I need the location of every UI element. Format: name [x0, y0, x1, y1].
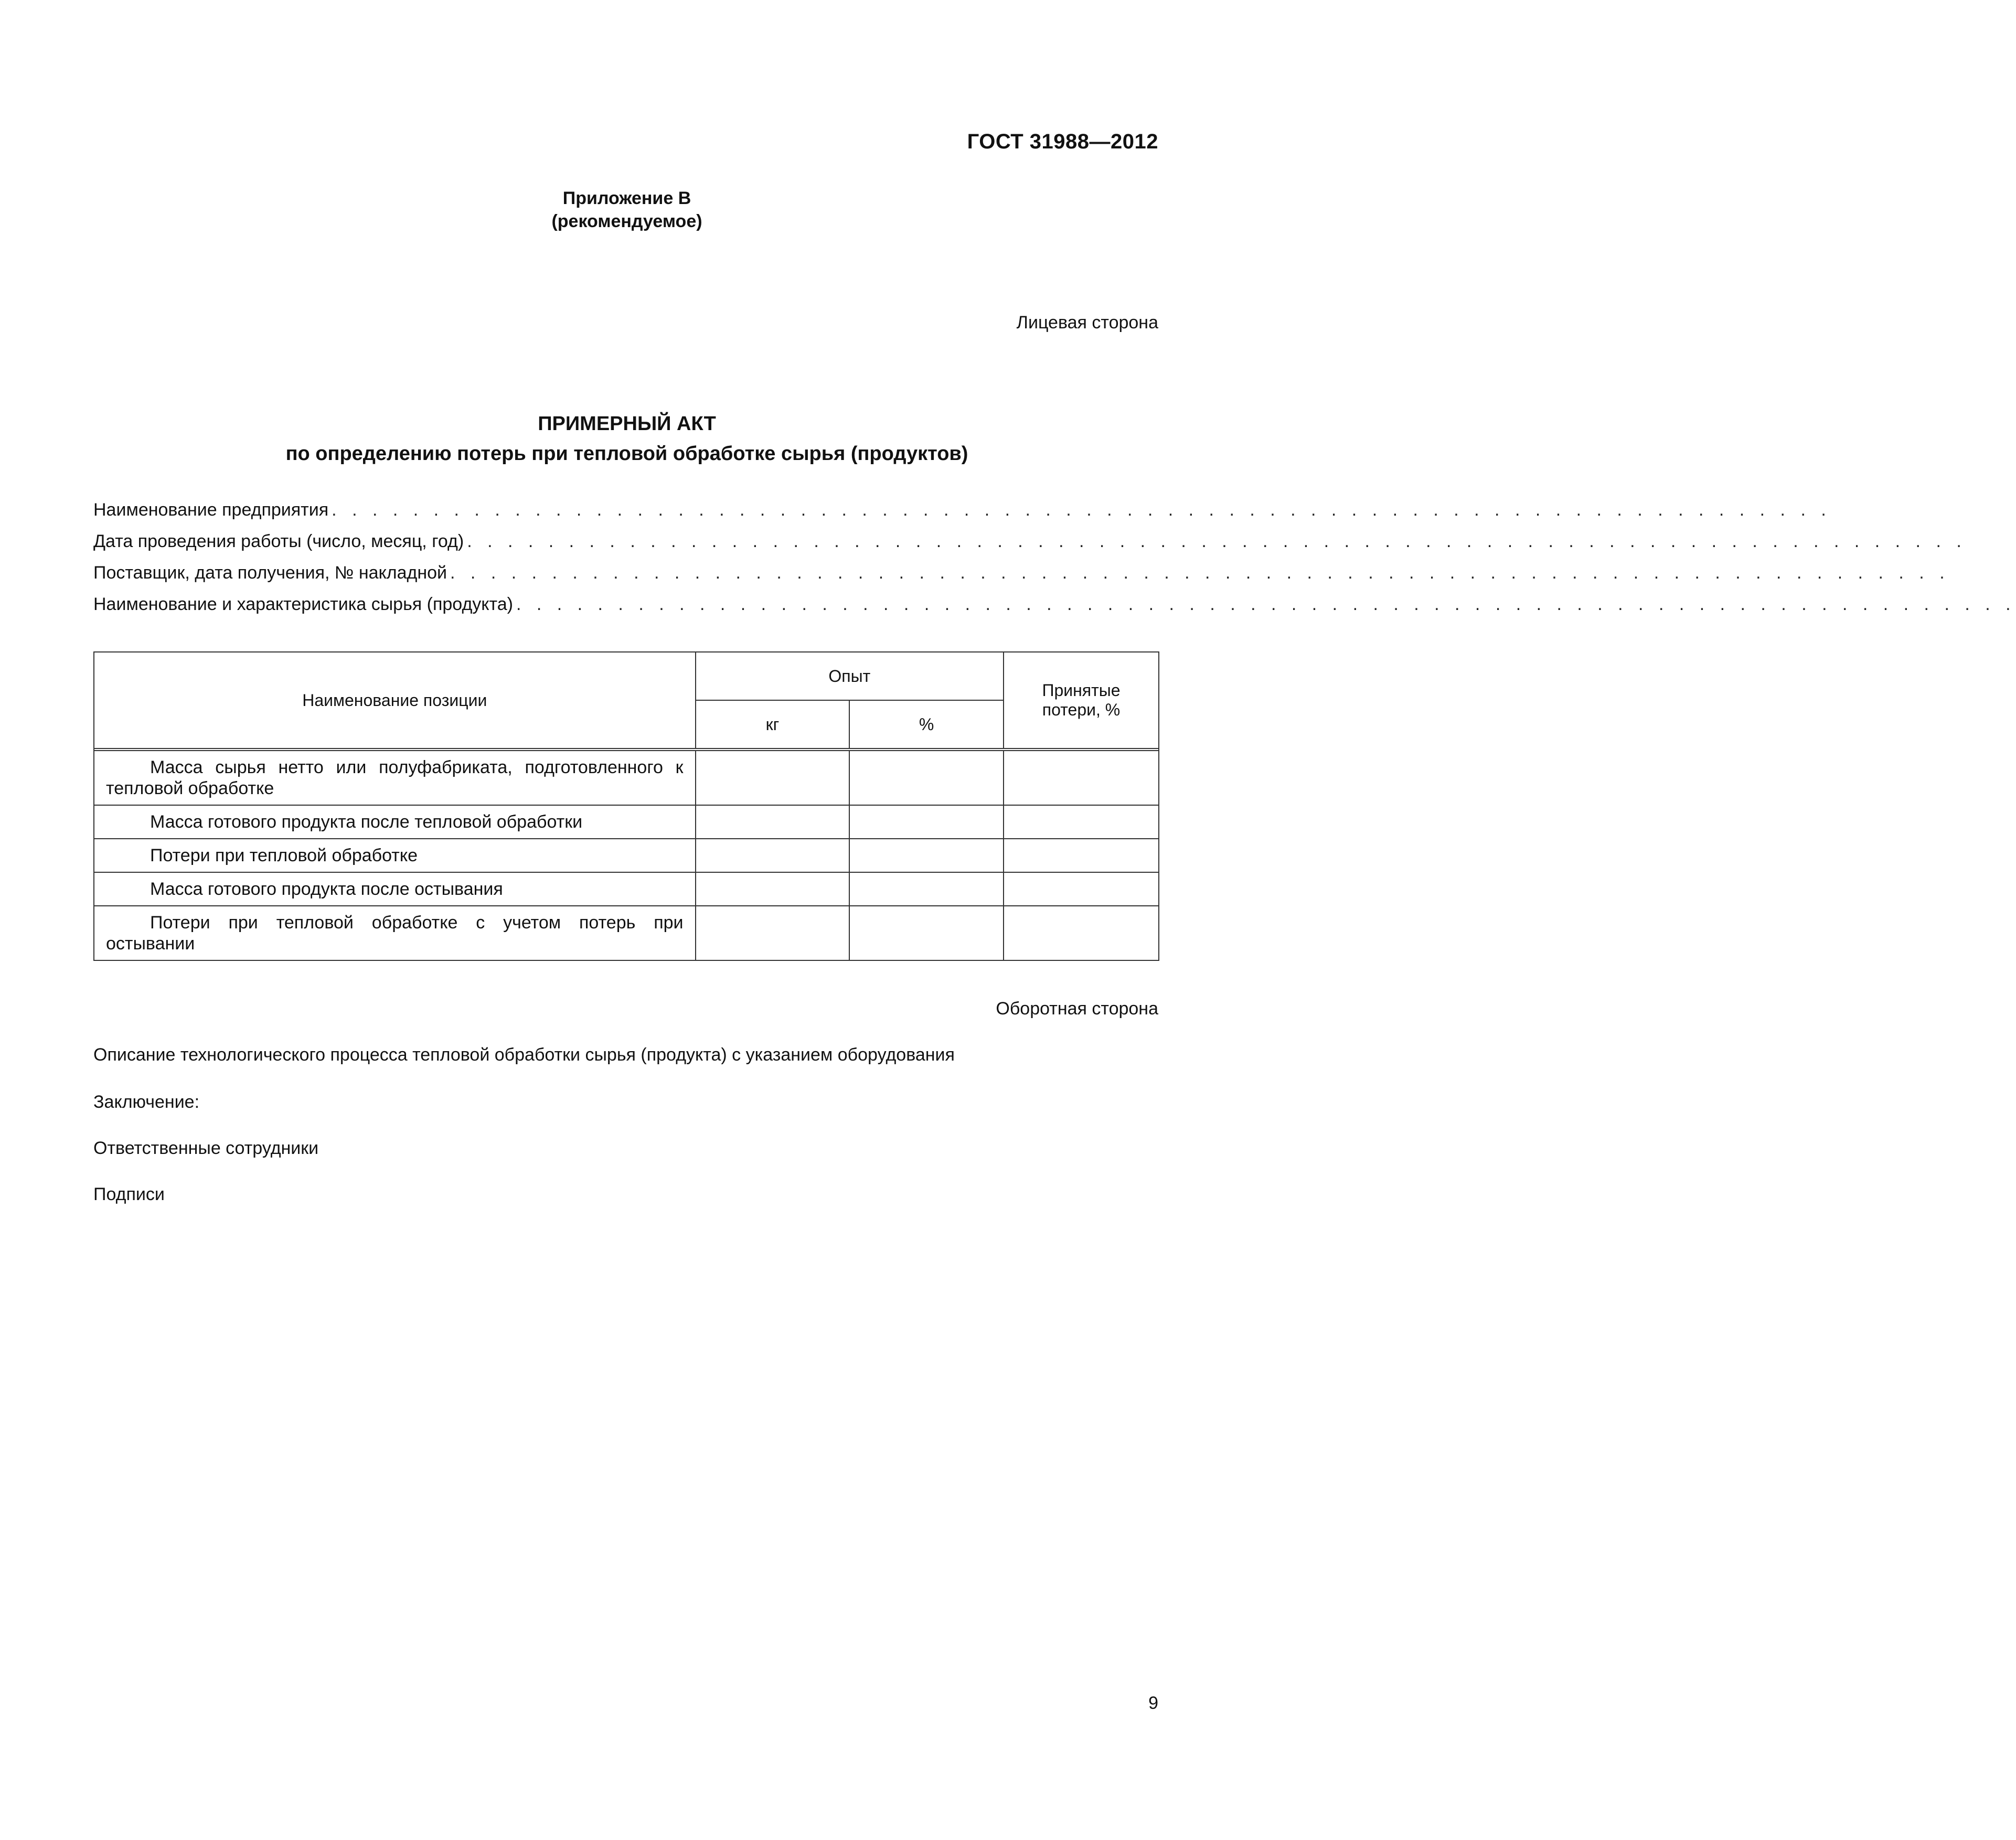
- cell-accepted: [1004, 906, 1159, 960]
- cell-percent: [849, 805, 1004, 839]
- cell-kg: [696, 805, 850, 839]
- header-position-name: Наименование позиции: [94, 652, 696, 748]
- form-fields: [93, 494, 2016, 620]
- front-side-label: Лицевая сторона: [1016, 313, 1158, 333]
- annex-title: Приложение В: [562, 188, 691, 208]
- cell-percent: [849, 906, 1004, 960]
- act-title: ПРИМЕРНЫЙ АКТ: [538, 413, 716, 435]
- row-name: Масса готового продукта после остывания: [94, 872, 696, 906]
- row-name: Потери при тепловой обработке с учетом потерь при остывании: [94, 906, 696, 960]
- back-side-label: Оборотная сторона: [996, 999, 1158, 1019]
- conclusion-label: Заключение:: [93, 1092, 200, 1112]
- header-kg: кг: [696, 700, 850, 748]
- document-code: ГОСТ 31988—2012: [967, 130, 1158, 153]
- header-accepted-losses: Принятые потери, %: [1004, 652, 1159, 748]
- field-leader-dots: . . . . . . . . . . . . . . . . . . . . . . . . . . . . . . . . . . . . . . . . . . . . . . . . . . . . . . . . . . . . . . . . . . . . . . . . . .: [332, 500, 1831, 520]
- field-supplier: [93, 557, 1950, 589]
- cell-kg: [696, 751, 850, 805]
- cell-accepted: [1004, 805, 1159, 839]
- field-leader-dots: . . . . . . . . . . . . . . . . . . . . . . . . . . . . . . . . . . . . . . . . . . . . . . . . . . . . . . . . . . . . . . . . . . . . . . . . . .: [516, 594, 2016, 614]
- field-raw-material: [93, 589, 2016, 620]
- table-row: [94, 751, 1159, 805]
- row-name: Масса сырья нетто или полуфабриката, подготовленного к тепловой обработке: [94, 751, 696, 805]
- field-work-date: [93, 526, 1967, 557]
- field-leader-dots: . . . . . . . . . . . . . . . . . . . . . . . . . . . . . . . . . . . . . . . . . . . . . . . . . . . . . . . . . . . . . . . . . . . . . . . . . .: [450, 563, 1950, 583]
- cell-kg: [696, 839, 850, 872]
- cell-accepted: [1004, 839, 1159, 872]
- losses-table: [93, 651, 1159, 961]
- cell-percent: [849, 872, 1004, 906]
- cell-kg: [696, 906, 850, 960]
- act-heading: [0, 409, 1254, 469]
- page-number: 9: [1148, 1693, 1158, 1713]
- row-name: Потери при тепловой обработке: [94, 839, 696, 872]
- table-row: [94, 872, 1159, 906]
- process-description: Описание технологического процесса тепловой обработки сырья (продукта) с указанием оборудования: [93, 1045, 955, 1065]
- cell-percent: [849, 751, 1004, 805]
- signatures-label: Подписи: [93, 1184, 165, 1204]
- field-label: Наименование и характеристика сырья (продукта): [93, 594, 513, 614]
- cell-kg: [696, 872, 850, 906]
- responsible-staff-label: Ответственные сотрудники: [93, 1138, 319, 1158]
- cell-accepted: [1004, 872, 1159, 906]
- cell-percent: [849, 839, 1004, 872]
- field-label: Дата проведения работы (число, месяц, год): [93, 531, 464, 551]
- act-subtitle: по определению потерь при тепловой обработке сырья (продуктов): [285, 443, 968, 465]
- table-row: [94, 805, 1159, 839]
- annex-heading: [0, 187, 1254, 233]
- cell-accepted: [1004, 751, 1159, 805]
- header-experiment: Опыт: [696, 652, 1004, 700]
- annex-status: (рекомендуемое): [551, 211, 702, 232]
- field-label: Наименование предприятия: [93, 500, 329, 520]
- field-enterprise-name: [93, 494, 1831, 526]
- row-name: Масса готового продукта после тепловой обработки: [94, 805, 696, 839]
- table-row: [94, 906, 1159, 960]
- field-leader-dots: . . . . . . . . . . . . . . . . . . . . . . . . . . . . . . . . . . . . . . . . . . . . . . . . . . . . . . . . . . . . . . . . . . . . . . . . . .: [467, 531, 1967, 551]
- table-row: [94, 839, 1159, 872]
- header-percent: %: [849, 700, 1004, 748]
- field-label: Поставщик, дата получения, № накладной: [93, 563, 447, 583]
